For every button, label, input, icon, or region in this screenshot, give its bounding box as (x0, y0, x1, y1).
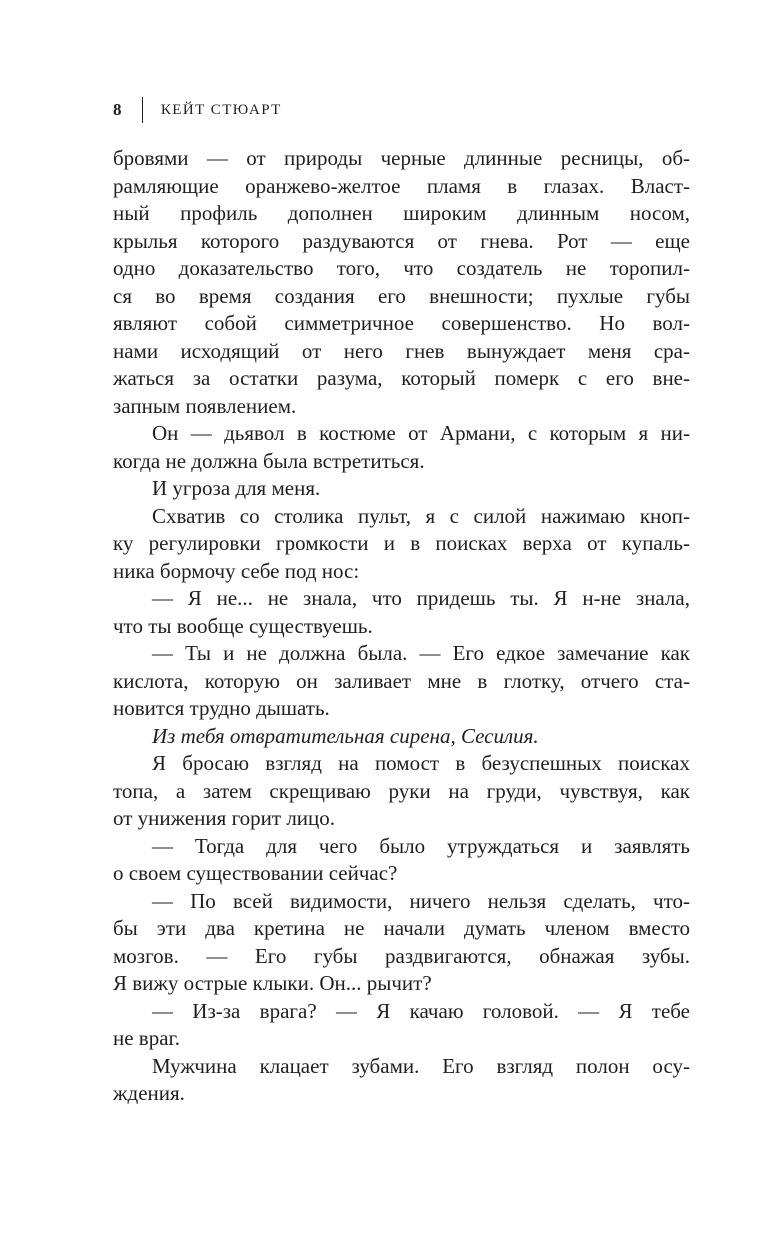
text-line: Он — дьявол в костюме от Армани, с которым я ни- (152, 421, 690, 445)
text-line: Схватив со столика пульт, я с силой нажимаю кноп- (152, 503, 690, 528)
text-line: — По всей видимости, ничего нельзя сделать, что- (152, 888, 690, 913)
text-line: — Ты и не должна была. — Его едкое замечание как (152, 641, 690, 665)
text-line: — Тогда для чего было утруждаться и заявлять (152, 833, 690, 858)
text-line: ника бормочу себе под нос: (113, 558, 360, 583)
text-line: топа, а затем скрещиваю руки на груди, чувствуя, как (113, 778, 690, 803)
text-line: бы эти два кретина не начали думать членом вместо (113, 916, 690, 940)
text-line: И угроза для меня. (152, 476, 321, 500)
page-number: 8 (113, 100, 122, 119)
header-divider (142, 97, 143, 123)
text-line: кислота, которую он заливает мне в глотку, отчего ста- (113, 668, 690, 693)
text-line: ку регулировки громкости и в поисках верха от купаль- (113, 531, 690, 555)
text-line: — Я не... не знала, что придешь ты. Я н-не знала, (152, 586, 690, 610)
text-line: Мужчина клацает зубами. Его взгляд полон осу- (152, 1053, 690, 1078)
italic-text-line: Из тебя отвратительная сирена, Сесилия. (152, 723, 539, 748)
text-line: являют собой симметричное совершенство. Но вол- (113, 311, 690, 335)
text-line: — Из-за врага? — Я качаю головой. — Я тебе (152, 998, 690, 1023)
text-line: ный профиль дополнен широким длинным носом, (113, 201, 690, 225)
page-header (113, 96, 282, 124)
text-line: когда не должна была встретиться. (113, 448, 425, 473)
text-line: одно доказательство того, что создатель не торопил- (113, 256, 690, 280)
text-line: не враг. (113, 1026, 181, 1050)
text-line: мозгов. — Его губы раздвигаются, обнажая зубы. (113, 943, 690, 968)
text-line: запным появлением. (113, 393, 297, 418)
text-line: от унижения горит лицо. (113, 806, 336, 830)
running-head-author: КЕЙТ СТЮАРТ (160, 101, 282, 118)
text-line: бровями — от природы черные длинные ресницы, об- (113, 146, 690, 170)
text-line: ся во время создания его внешности; пухлые губы (113, 283, 690, 308)
text-line: новится трудно дышать. (113, 696, 330, 720)
text-line: нами исходящий от него гнев вынуждает меня сра- (113, 338, 690, 363)
text-line: что ты вообще существуешь. (113, 613, 373, 638)
text-line: Я бросаю взгляд на помост в безуспешных поисках (152, 751, 690, 775)
body-text (113, 145, 690, 1108)
text-line: о своем существовании сейчас? (113, 861, 398, 885)
text-line: крылья которого раздуваются от гнева. Рот — еще (113, 228, 690, 253)
text-line: рамляющие оранжево-желтое пламя в глазах. Власт- (113, 173, 690, 198)
text-line: жаться за остатки разума, который померк с его вне- (113, 366, 690, 390)
text-line: ждения. (113, 1081, 185, 1105)
text-line: Я вижу острые клыки. Он... рычит? (113, 971, 432, 995)
